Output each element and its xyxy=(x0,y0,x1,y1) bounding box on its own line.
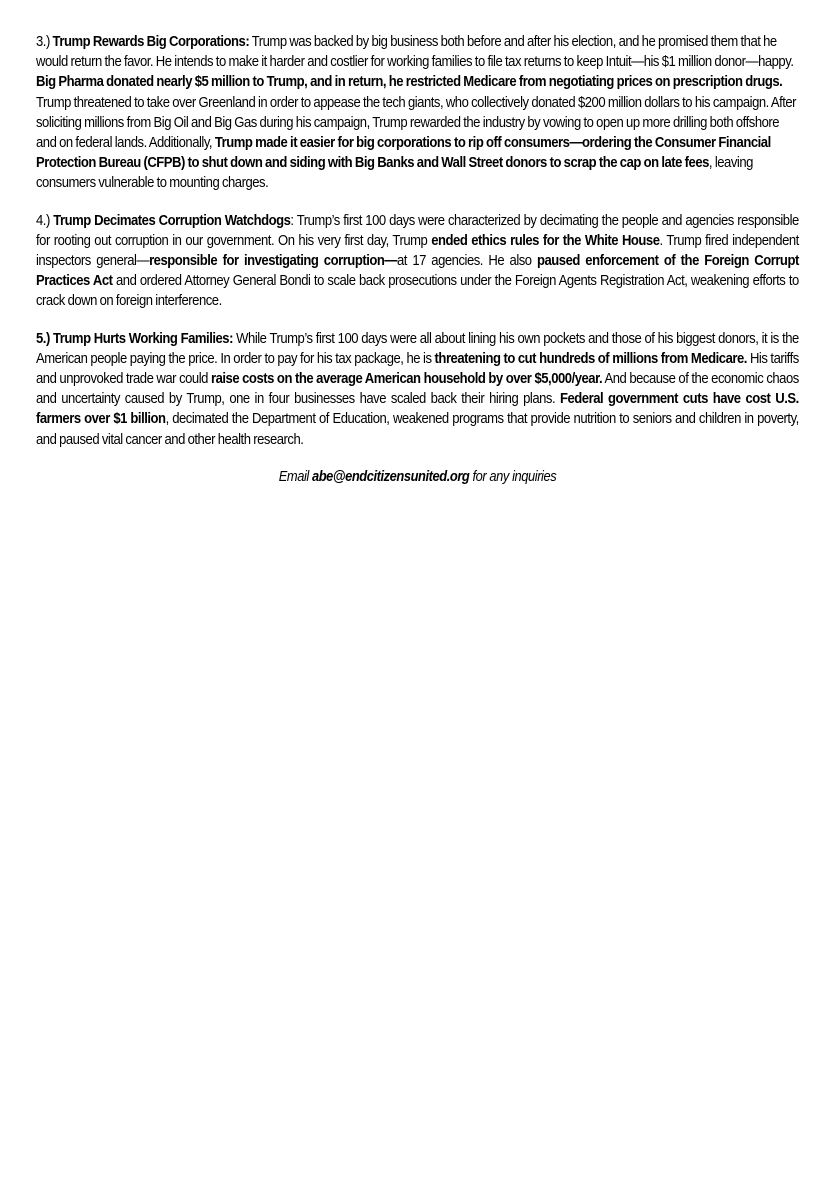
document-page xyxy=(36,32,799,487)
section-4-text: : Trump’s first 100 days were characterized by decimating the people and agencies responsible for rooting out corruption in our government. On his very first day, Trump xyxy=(36,211,799,249)
section-4-text: and ordered Attorney General Bondi to scale back prosecutions under the Foreign Agents Registration Act, weakening efforts to crack down on foreign interference. xyxy=(36,272,799,310)
section-5-paragraph xyxy=(36,329,799,450)
section-3-bold-text: Big Pharma donated nearly $5 million to Trump, and in return, he restricted Medicare from negotiating prices on prescription drugs. xyxy=(36,73,783,91)
section-4-text: . Trump fired independent inspectors general— xyxy=(36,231,799,270)
section-3-bold-text: Trump made it easier for big corporations to rip off consumers—ordering the Consumer Financial Protection Bureau (CFPB) to shut down and siding with Big Banks and Wall Street donors to scrap the cap on late fees xyxy=(36,134,771,172)
section-5-bold-text: Federal government cuts have cost U.S. farmers over $1 billion xyxy=(36,390,799,428)
section-5-text: , decimated the Department of Education, weakened programs that provide nutrition to seniors and children in poverty, and paused vital cancer and other health research. xyxy=(36,410,799,448)
section-4-number: 4.) xyxy=(36,211,50,229)
footer-suffix: for any inquiries xyxy=(469,467,557,485)
contact-footer xyxy=(89,467,745,487)
section-5-text: And because of the economic chaos and uncertainty caused by Trump, one in four businesses have scaled back their hiring plans. xyxy=(36,370,799,408)
section-4-text: at 17 agencies. He also xyxy=(396,252,538,270)
section-3-heading: Trump Rewards Big Corporations: xyxy=(52,33,250,50)
section-3-text: Trump threatened to take over Greenland in order to appease the tech giants, who collectively donated $200 million dollars to his campaign. After soliciting millions from Big Oil and Big Gas during his campaign, Trump rewarded the industry by vowing to open up more drilling both offshore and on federal lands. Additionally, xyxy=(36,93,797,152)
section-4-bold-text: paused enforcement of the Foreign Corrupt Practices Act xyxy=(36,252,799,290)
contact-email-link[interactable]: abe@endcitizensunited.org xyxy=(311,467,470,485)
section-4-bold-text: responsible for investigating corruption— xyxy=(149,252,397,270)
section-4-heading: Trump Decimates Corruption Watchdogs xyxy=(53,211,291,229)
section-3-text: Trump was backed by big business both before and after his election, and he promised them that he would return the favor. He intends to make it harder and costlier for working families to file tax returns to keep Intuit—his $1 million donor—happy. xyxy=(36,33,794,71)
section-3-paragraph xyxy=(36,32,799,194)
section-5-bold-text: raise costs on the average American household by over $5,000/year. xyxy=(210,370,603,388)
section-5-heading: 5.) Trump Hurts Working Families: xyxy=(36,329,233,347)
section-3-number: 3.) xyxy=(36,33,50,50)
section-5-text: While Trump’s first 100 days were all about lining his own pockets and those of his biggest donors, it is the American people paying the price. In order to pay for his tax package, he is xyxy=(36,329,799,367)
section-3-text: , leaving consumers vulnerable to mounting charges. xyxy=(36,154,753,192)
section-4-paragraph xyxy=(36,211,799,312)
section-5-text: His tariffs and unprovoked trade war could xyxy=(36,349,799,388)
footer-prefix: Email xyxy=(278,467,312,485)
section-5-bold-text: threatening to cut hundreds of millions from Medicare. xyxy=(434,349,747,367)
section-4-bold-text: ended ethics rules for the White House xyxy=(431,231,660,249)
